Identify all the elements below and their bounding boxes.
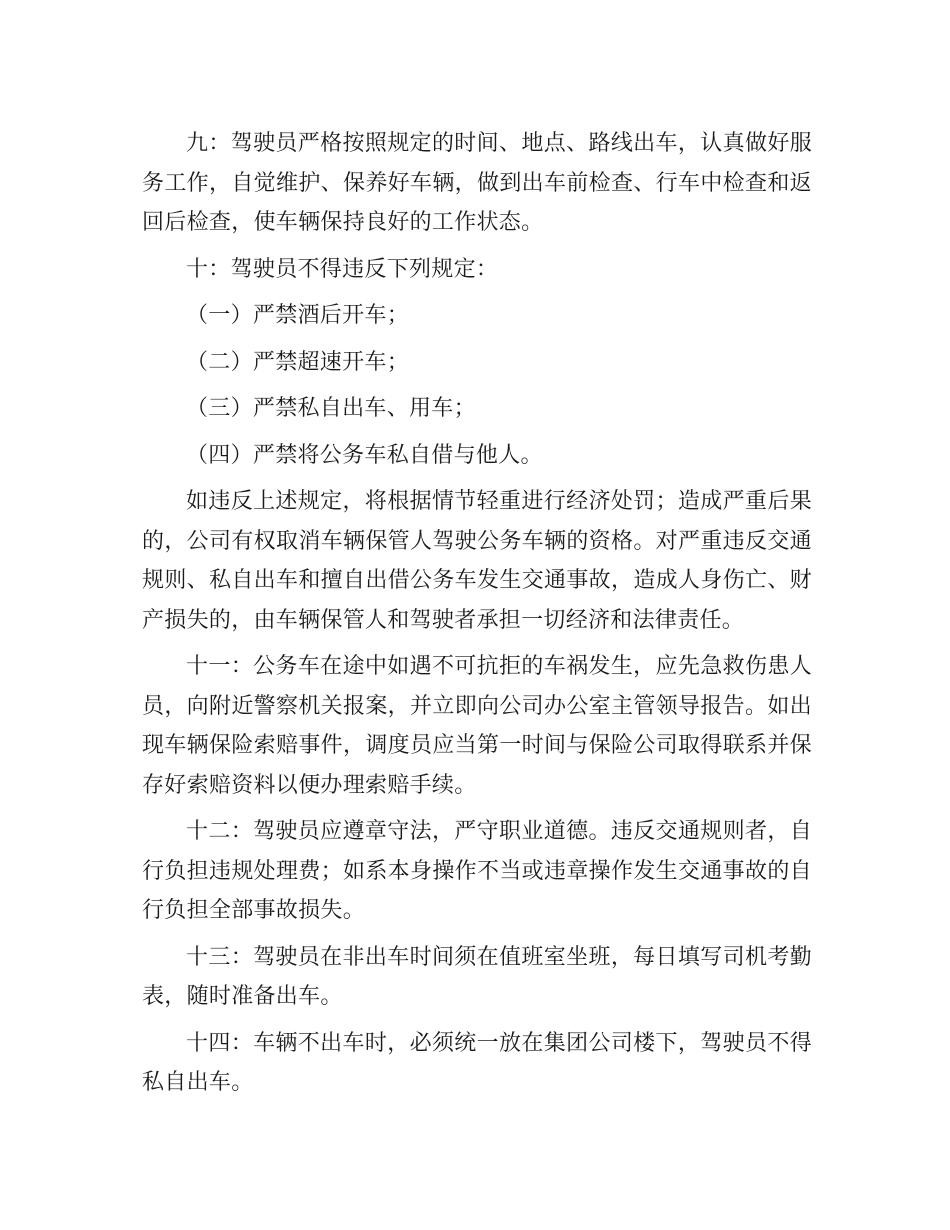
- paragraph-spacer: [142, 382, 812, 389]
- paragraph-article-13: 十三：驾驶员在非出车时间须在值班室坐班，每日填写司机考勤表，随时准备出车。: [142, 944, 812, 1009]
- paragraph-spacer: [142, 243, 812, 250]
- paragraph-spacer: [142, 429, 812, 436]
- list-item-rule-3: （三）严禁私自出车、用车；: [186, 396, 476, 421]
- list-item-rule-1: （一）严禁酒后开车；: [186, 303, 410, 328]
- list-item-rule-2: （二）严禁超速开车；: [186, 349, 410, 375]
- list-item-rule-4: （四）严禁将公务车私自借与他人。: [186, 442, 543, 468]
- paragraph-penalty: 如违反上述规定，将根据情节轻重进行经济处罚；造成严重后果的，公司有权取消车辆保管人驾驶公务车辆的资格。对严重违反交通规则、私自出车和擅自出借公务车发生交通事故，造成人身伤亡、财产损失的，由车辆保管人和驾驶者承担一切经济和法律责任。: [142, 489, 812, 633]
- paragraph-article-14: 十四：车辆不出车时，必须统一放在集团公司楼下，驾驶员不得私自出车。: [142, 1030, 812, 1095]
- document-body: [142, 124, 812, 1103]
- paragraph-article-9: 九：驾驶员严格按照规定的时间、地点、路线出车，认真做好服务工作，自觉维护、保养好车辆，做到出车前检查、行车中检查和返回后检查，使车辆保持良好的工作状态。: [142, 131, 812, 235]
- paragraph-article-11: 十一：公务车在途中如遇不可抗拒的车祸发生，应先急救伤患人员，向附近警察机关报案，并立即向公司办公室主管领导报告。如出现车辆保险索赔事件，调度员应当第一时间与保险公司取得联系并保存好索赔资料以便办理索赔手续。: [142, 654, 812, 798]
- paragraph-article-12: 十二：驾驶员应遵章守法，严守职业道德。违反交通规则者，自行负担违规处理费；如系本身操作不当或违章操作发生交通事故的自行负担全部事故损失。: [142, 819, 812, 923]
- paragraph-spacer: [142, 931, 812, 938]
- paragraph-spacer: [142, 336, 812, 343]
- paragraph-spacer: [142, 805, 812, 812]
- paragraph-spacer: [142, 1017, 812, 1024]
- paragraph-article-10: 十：驾驶员不得违反下列规定：: [186, 256, 499, 282]
- paragraph-spacer: [142, 640, 812, 647]
- paragraph-spacer: [142, 289, 812, 296]
- paragraph-spacer: [142, 475, 812, 482]
